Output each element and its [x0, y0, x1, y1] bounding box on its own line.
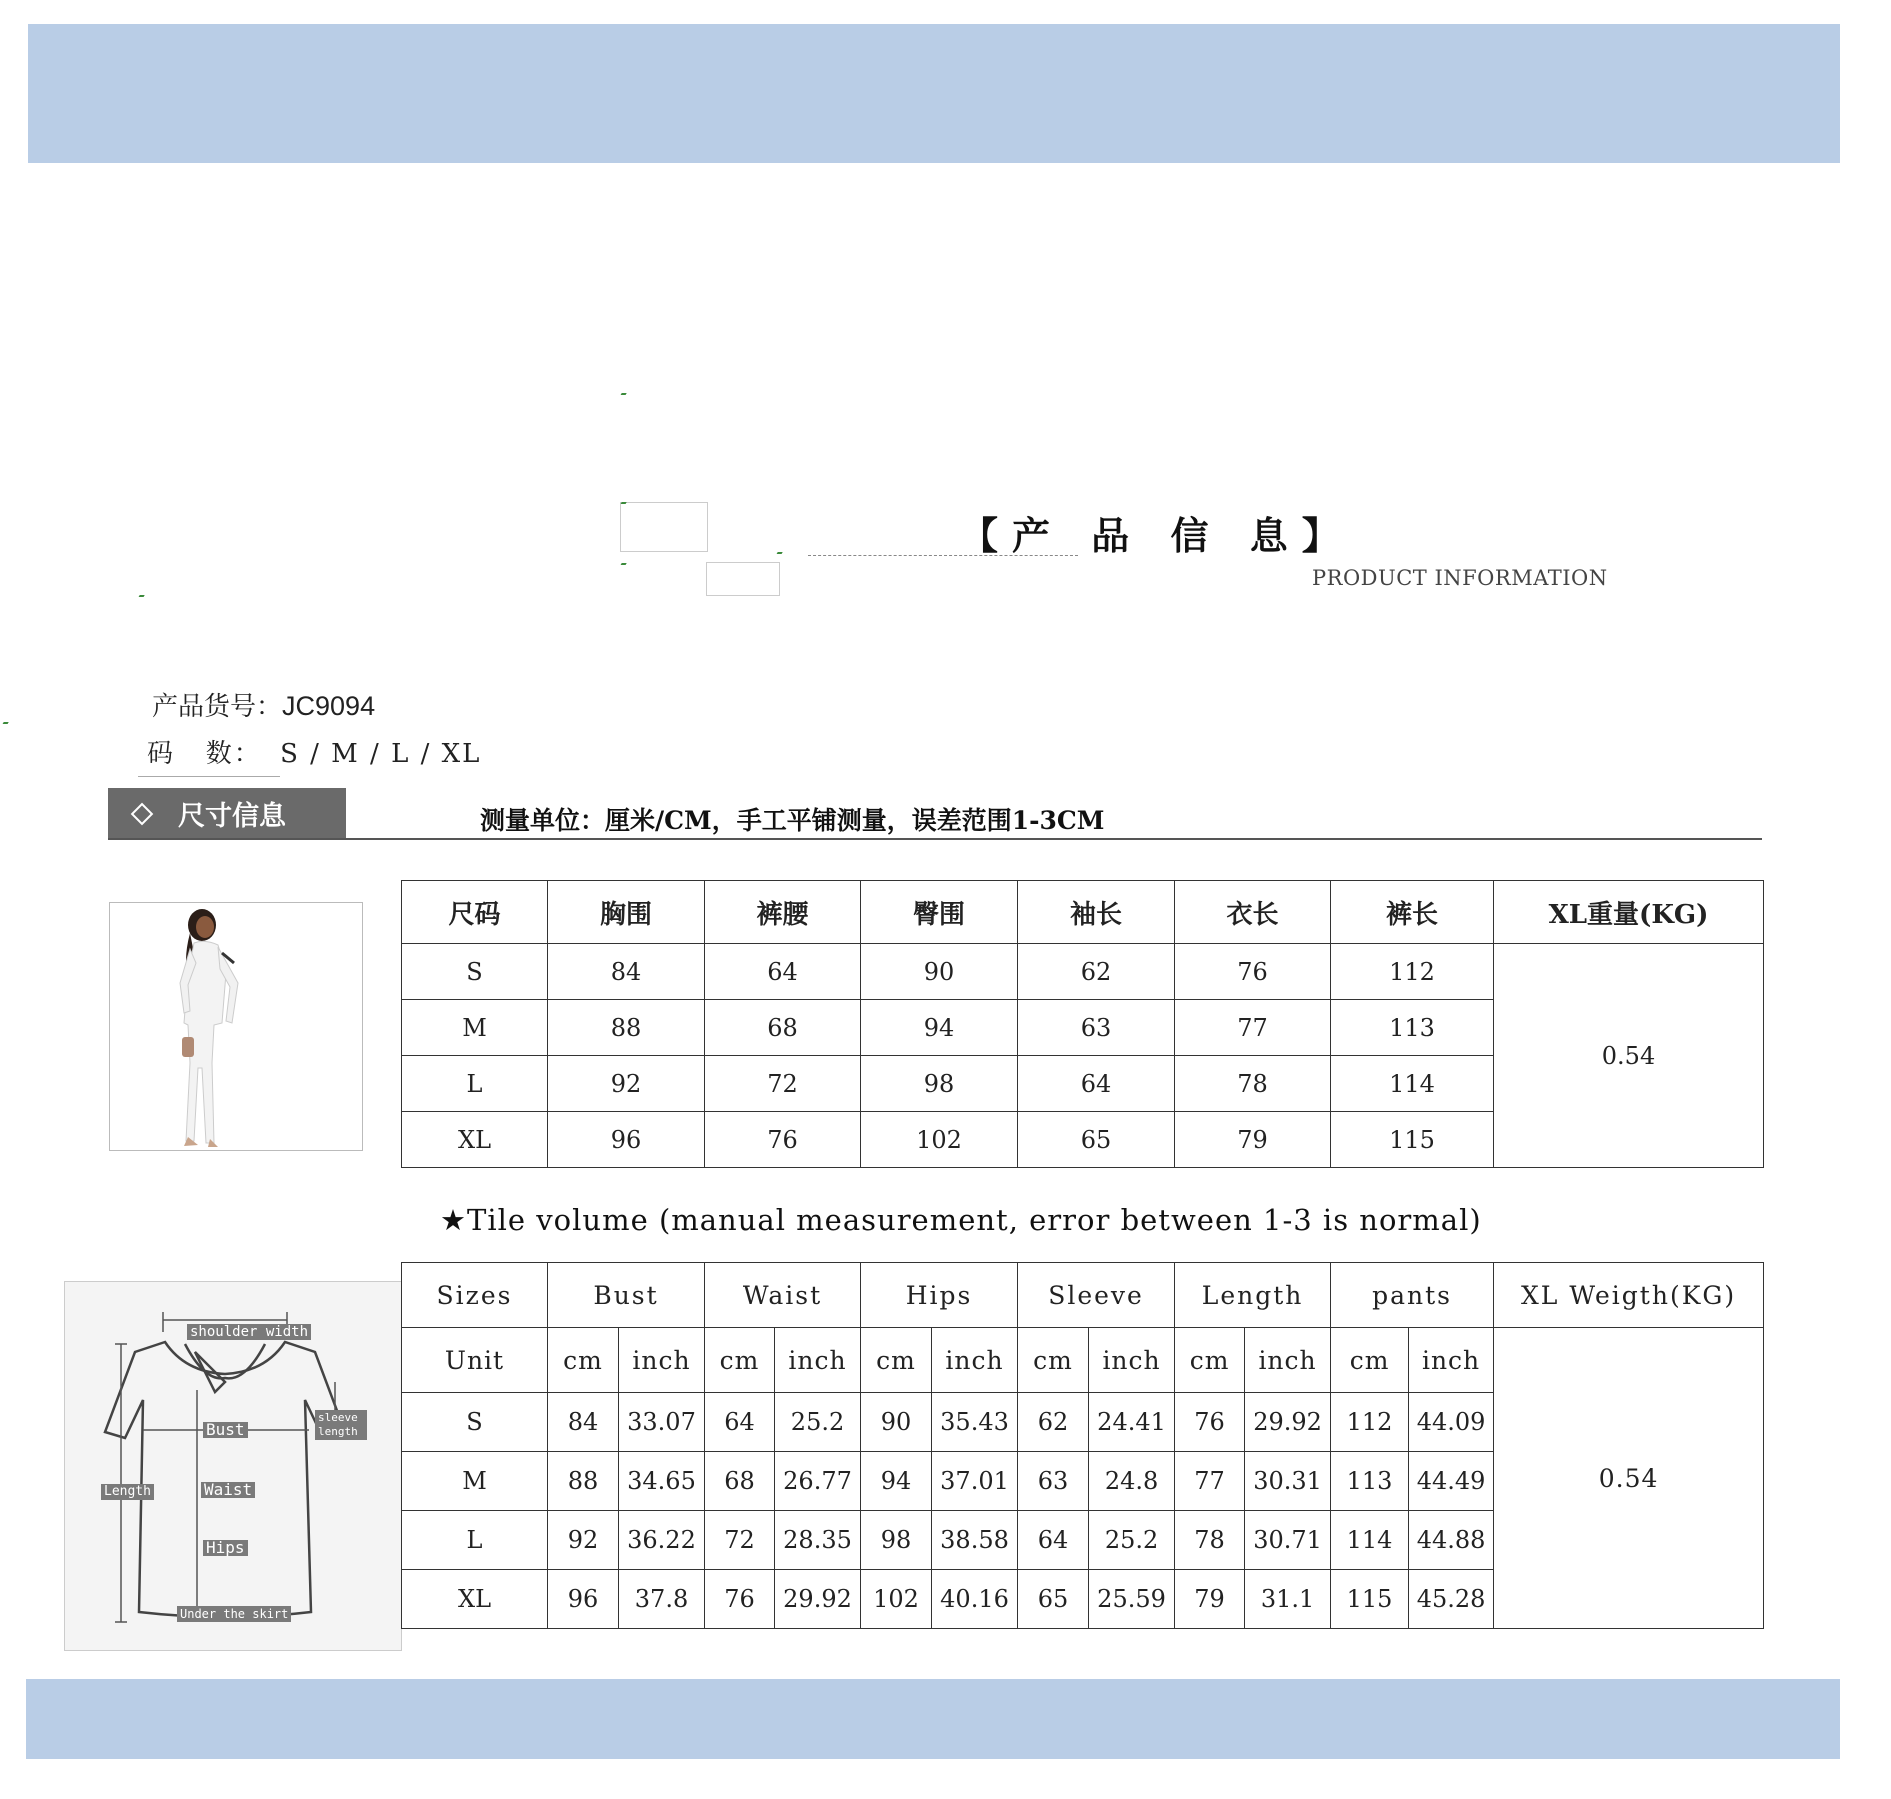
weight-cell: 0.54: [1494, 1328, 1764, 1629]
header-cell: Sizes: [402, 1263, 548, 1328]
table-cell: 90: [861, 1393, 932, 1452]
sizes-value: S / M / L / XL: [280, 739, 482, 769]
diagram-label-shoulder: shoulder width: [187, 1324, 311, 1340]
table-cell: 64: [1018, 1511, 1089, 1570]
sizes-line: [147, 733, 481, 770]
unit-cell: inch: [1245, 1328, 1331, 1393]
table-cell: 76: [1175, 944, 1331, 1000]
table-cell: 64: [1018, 1056, 1175, 1112]
table-cell: 79: [1175, 1570, 1245, 1629]
table-cell: L: [402, 1511, 548, 1570]
table-cell: 76: [705, 1112, 861, 1168]
table-header-row: [402, 881, 1764, 944]
unit-cell: inch: [1089, 1328, 1175, 1393]
table-cell: 88: [548, 1452, 619, 1511]
header-cell: Waist: [705, 1263, 861, 1328]
section-rule: [108, 838, 1762, 840]
underline: [138, 776, 280, 777]
table-cell: 113: [1331, 1452, 1409, 1511]
measurement-note: 测量单位：厘米/CM，手工平铺测量，误差范围1-3CM: [480, 806, 1105, 835]
table-cell: 28.35: [775, 1511, 861, 1570]
unit-cell: inch: [619, 1328, 705, 1393]
table-cell: 37.01: [932, 1452, 1018, 1511]
table-cell: 84: [548, 1393, 619, 1452]
diagram-label-hips: Hips: [203, 1540, 248, 1556]
diagram-label-sleeve: sleeve length: [315, 1410, 367, 1440]
diagram-label-length: Length: [101, 1484, 154, 1500]
table-cell: 90: [861, 944, 1018, 1000]
table-cell: 29.92: [775, 1570, 861, 1629]
table-cell: 44.49: [1409, 1452, 1494, 1511]
size-table-en: [401, 1262, 1764, 1629]
unit-cell: inch: [775, 1328, 861, 1393]
table-cell: M: [402, 1452, 548, 1511]
table-cell: 115: [1331, 1570, 1409, 1629]
table-cell: 30.71: [1245, 1511, 1331, 1570]
table-cell: 96: [548, 1112, 705, 1168]
header-cell: XL Weigth(KG): [1494, 1263, 1764, 1328]
table-cell: 114: [1331, 1056, 1494, 1112]
table-cell: 102: [861, 1112, 1018, 1168]
unit-cell: cm: [861, 1328, 932, 1393]
table-cell: 72: [705, 1056, 861, 1112]
table-cell: 84: [548, 944, 705, 1000]
unit-cell: cm: [1018, 1328, 1089, 1393]
table-cell: 112: [1331, 944, 1494, 1000]
page-title: 【产 品 信 息】: [960, 513, 1354, 558]
table-cell: 62: [1018, 1393, 1089, 1452]
header-cell: Length: [1175, 1263, 1331, 1328]
table-cell: 68: [705, 1452, 775, 1511]
measurement-diagram: [64, 1281, 402, 1651]
table-cell: 29.92: [1245, 1393, 1331, 1452]
table-cell: 94: [861, 1452, 932, 1511]
size-info-tab-label: 尺寸信息: [178, 801, 286, 832]
table-cell: 45.28: [1409, 1570, 1494, 1629]
table-cell: 78: [1175, 1511, 1245, 1570]
unit-cell: cm: [1175, 1328, 1245, 1393]
table-cell: 26.77: [775, 1452, 861, 1511]
product-photo: [109, 902, 363, 1151]
green-tick-mark: [0, 722, 8, 728]
table-cell: 112: [1331, 1393, 1409, 1452]
table-cell: 79: [1175, 1112, 1331, 1168]
size-table-cn: [401, 880, 1764, 1168]
unit-cell: cm: [1331, 1328, 1409, 1393]
sizes-label: 码 数：: [147, 739, 262, 769]
table-cell: 115: [1331, 1112, 1494, 1168]
table-cell: 62: [1018, 944, 1175, 1000]
green-tick-mark: [618, 393, 626, 399]
table-cell: 25.59: [1089, 1570, 1175, 1629]
table-cell: 64: [705, 944, 861, 1000]
green-tick-mark: [618, 563, 626, 569]
table-cell: 92: [548, 1056, 705, 1112]
diagram-label-hem: Under the skirt: [177, 1606, 291, 1622]
green-tick-mark: [136, 595, 144, 601]
item-number-line: [152, 686, 375, 723]
table-cell: XL: [402, 1112, 548, 1168]
header-cell: XL重量(KG): [1494, 881, 1764, 944]
unit-cell: inch: [932, 1328, 1018, 1393]
size-info-tab: [108, 788, 346, 839]
table-cell: 98: [861, 1056, 1018, 1112]
model-figure: [110, 903, 362, 1150]
table-cell: 64: [705, 1393, 775, 1452]
table-cell: 63: [1018, 1000, 1175, 1056]
table-cell: 96: [548, 1570, 619, 1629]
table-cell: 36.22: [619, 1511, 705, 1570]
table-cell: 65: [1018, 1112, 1175, 1168]
table-cell: 31.1: [1245, 1570, 1331, 1629]
table-row: [402, 944, 1764, 1000]
table-cell: 25.2: [775, 1393, 861, 1452]
header-cell: pants: [1331, 1263, 1494, 1328]
table-cell: 98: [861, 1511, 932, 1570]
header-cell: 胸围: [548, 881, 705, 944]
header-cell: 裤腰: [705, 881, 861, 944]
table-cell: 102: [861, 1570, 932, 1629]
table-cell: 94: [861, 1000, 1018, 1056]
bottom-banner: [26, 1679, 1840, 1759]
top-banner: [28, 24, 1840, 163]
header-cell: 尺码: [402, 881, 548, 944]
table-cell: 63: [1018, 1452, 1089, 1511]
table-cell: 77: [1175, 1452, 1245, 1511]
table-cell: 114: [1331, 1511, 1409, 1570]
table-cell: 88: [548, 1000, 705, 1056]
table-cell: 33.07: [619, 1393, 705, 1452]
table-cell: 44.88: [1409, 1511, 1494, 1570]
header-cell: 臀围: [861, 881, 1018, 944]
tile-volume-note: ★Tile volume (manual measurement, error between 1-3 is normal): [440, 1203, 1482, 1237]
table-cell: 34.65: [619, 1452, 705, 1511]
item-number-label: 产品货号：: [152, 692, 283, 722]
item-number-value: JC9094: [282, 691, 376, 721]
header-cell: 裤长: [1331, 881, 1494, 944]
decorative-box: [706, 562, 780, 596]
header-cell: 袖长: [1018, 881, 1175, 944]
diamond-icon: [131, 802, 154, 825]
table-cell: 76: [705, 1570, 775, 1629]
page-subtitle: PRODUCT INFORMATION: [1312, 566, 1608, 590]
table-cell: 30.31: [1245, 1452, 1331, 1511]
table-cell: 38.58: [932, 1511, 1018, 1570]
unit-cell: inch: [1409, 1328, 1494, 1393]
unit-cell: cm: [705, 1328, 775, 1393]
table-cell: 77: [1175, 1000, 1331, 1056]
table-cell: 78: [1175, 1056, 1331, 1112]
table-cell: 72: [705, 1511, 775, 1570]
table-cell: 113: [1331, 1000, 1494, 1056]
header-cell: Sleeve: [1018, 1263, 1175, 1328]
diagram-label-bust: Bust: [203, 1422, 248, 1438]
weight-cell: 0.54: [1494, 944, 1764, 1168]
table-cell: 37.8: [619, 1570, 705, 1629]
table-cell: L: [402, 1056, 548, 1112]
table-cell: 92: [548, 1511, 619, 1570]
green-tick-mark: [774, 552, 782, 558]
table-cell: M: [402, 1000, 548, 1056]
table-cell: 65: [1018, 1570, 1089, 1629]
table-cell: 44.09: [1409, 1393, 1494, 1452]
diagram-label-waist: Waist: [201, 1482, 255, 1498]
unit-row: [402, 1328, 1764, 1393]
unit-cell: cm: [548, 1328, 619, 1393]
table-cell: 68: [705, 1000, 861, 1056]
table-cell: 76: [1175, 1393, 1245, 1452]
table-cell: XL: [402, 1570, 548, 1629]
header-cell: Bust: [548, 1263, 705, 1328]
table-cell: S: [402, 1393, 548, 1452]
header-cell: 衣长: [1175, 881, 1331, 944]
table-cell: S: [402, 944, 548, 1000]
table-cell: 24.41: [1089, 1393, 1175, 1452]
table-cell: 40.16: [932, 1570, 1018, 1629]
unit-label-cell: Unit: [402, 1328, 548, 1393]
table-cell: 24.8: [1089, 1452, 1175, 1511]
table-cell: 35.43: [932, 1393, 1018, 1452]
table-header-row: [402, 1263, 1764, 1328]
decorative-box: [620, 502, 708, 552]
table-cell: 25.2: [1089, 1511, 1175, 1570]
header-cell: Hips: [861, 1263, 1018, 1328]
